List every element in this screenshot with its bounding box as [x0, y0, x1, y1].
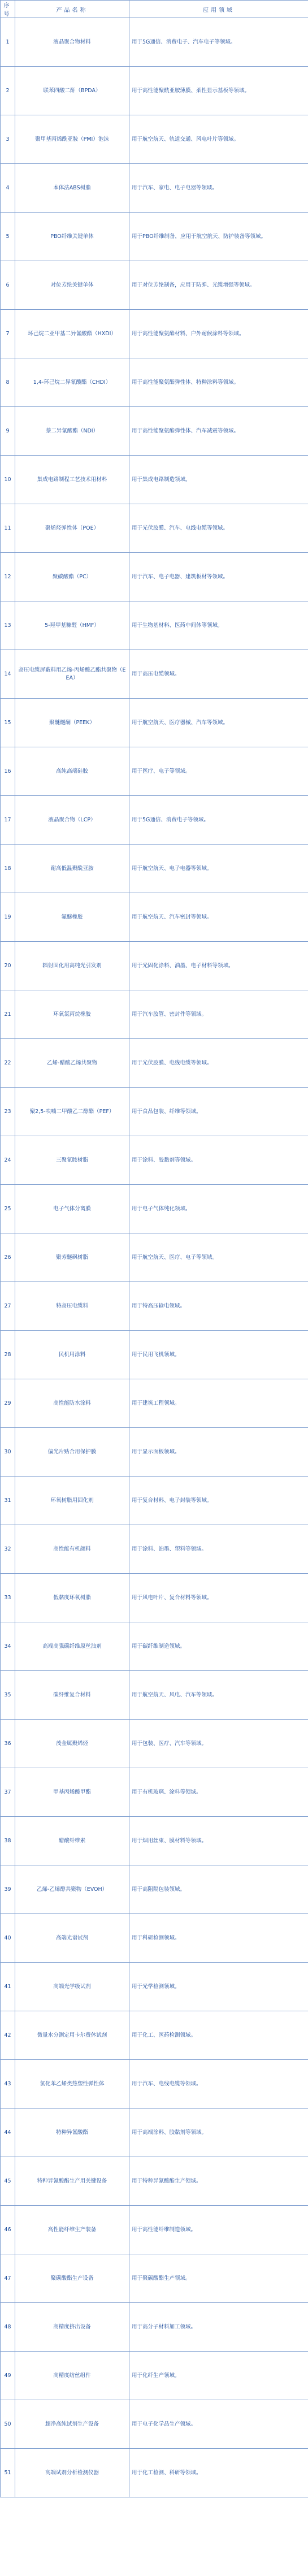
row-number: 15: [1, 699, 15, 747]
product-name: 液晶聚合物（LCP）: [15, 796, 129, 845]
product-name: 高端试剂分析检测仪器: [15, 2449, 129, 2497]
application-field: 用于高性能聚氨酯材料、户外耐候涂料等领域。: [129, 310, 308, 358]
application-field: 用于航空航天、风电、汽车等领域。: [129, 1671, 308, 1720]
table-row: [1, 2206, 308, 2254]
application-field: 用于特高压输电领域。: [129, 1282, 308, 1331]
header-seq: 序号: [1, 1, 15, 18]
product-name: 氯化苯乙烯类热塑性弹性体: [15, 2060, 129, 2109]
application-field: 用于光学检测领域。: [129, 1963, 308, 2011]
table-row: [1, 1768, 308, 1817]
product-name: 乙烯-乙烯醇共聚物（EVOH）: [15, 1865, 129, 1914]
row-number: 9: [1, 407, 15, 456]
application-field: 用于高性能聚氨酯弹性体、特种涂料等领域。: [129, 358, 308, 407]
application-field: 用于烟用丝束、膜材料等领域。: [129, 1817, 308, 1865]
row-number: 2: [1, 67, 15, 115]
table-row: [1, 115, 308, 164]
application-field: 用于高分子材料加工领域。: [129, 2303, 308, 2352]
row-number: 34: [1, 1622, 15, 1671]
table-row: [1, 407, 308, 456]
product-name: 1,4-环己烷二异氰酸酯（CHDI）: [15, 358, 129, 407]
product-name: 聚甲基丙烯酰亚胺（PMI）泡沫: [15, 115, 129, 164]
product-name: 对位芳纶关键单体: [15, 261, 129, 310]
application-field: 用于航空航天、电子电器等领域。: [129, 845, 308, 893]
product-name: 高端光谱试剂: [15, 1914, 129, 1963]
application-field: 用于复合材料、电子封装等领域。: [129, 1477, 308, 1525]
row-number: 28: [1, 1331, 15, 1379]
product-name: 高性能有机颜料: [15, 1525, 129, 1574]
row-number: 31: [1, 1477, 15, 1525]
application-field: 用于民用飞机领域。: [129, 1331, 308, 1379]
row-number: 44: [1, 2109, 15, 2157]
table-row: [1, 1233, 308, 1282]
product-name: 高端光学级试剂: [15, 1963, 129, 2011]
product-name: 辐射固化用高纯光引发剂: [15, 942, 129, 990]
row-number: 38: [1, 1817, 15, 1865]
row-number: 50: [1, 2400, 15, 2449]
product-name: 环己烷二亚甲基二异氰酸酯（HXDI）: [15, 310, 129, 358]
table-row: [1, 601, 308, 650]
row-number: 40: [1, 1914, 15, 1963]
table-row: [1, 2400, 308, 2449]
product-name: 聚芳醚砜树脂: [15, 1233, 129, 1282]
row-number: 5: [1, 213, 15, 261]
product-name: 碳纤维复合材料: [15, 1671, 129, 1720]
table-row: [1, 2352, 308, 2400]
table-row: [1, 1136, 308, 1185]
application-field: 用于高压电缆领域。: [129, 650, 308, 699]
row-number: 36: [1, 1720, 15, 1768]
table-row: [1, 2109, 308, 2157]
application-field: 用于对位芳纶制备，应用于防弹、光缆增强等领域。: [129, 261, 308, 310]
product-name: 耐高低温聚酰亚胺: [15, 845, 129, 893]
product-name: 电子气体分离膜: [15, 1185, 129, 1233]
application-field: 用于食品包装、纤维等领域。: [129, 1088, 308, 1136]
application-field: 用于光伏胶膜、汽车、电线电缆等领域。: [129, 504, 308, 553]
product-name: 偏光片贴合用保护膜: [15, 1428, 129, 1477]
row-number: 39: [1, 1865, 15, 1914]
header-application: 应用领域: [129, 1, 308, 18]
product-name: 超净高纯试剂生产设备: [15, 2400, 129, 2449]
product-name: 高性能纤维生产装备: [15, 2206, 129, 2254]
product-name: 醋酸纤维素: [15, 1817, 129, 1865]
table-row: [1, 213, 308, 261]
application-field: 用于风电叶片、复合材料等领域。: [129, 1574, 308, 1622]
application-field: 用于科研检测领域。: [129, 1914, 308, 1963]
application-field: 用于建筑工程领域。: [129, 1379, 308, 1428]
product-name: 高端高强碳纤维原丝油剂: [15, 1622, 129, 1671]
product-name: 高纯高端硅胶: [15, 747, 129, 796]
product-name: 高精度挤出设备: [15, 2303, 129, 2352]
table-row: [1, 1282, 308, 1331]
row-number: 42: [1, 2011, 15, 2060]
table-row: [1, 2303, 308, 2352]
product-name: 特高压电缆料: [15, 1282, 129, 1331]
table-row: [1, 67, 308, 115]
table-row: [1, 990, 308, 1039]
product-name: 本体法ABS树脂: [15, 164, 129, 213]
application-field: 用于聚碳酸酯生产领域。: [129, 2254, 308, 2303]
application-field: 用于有机玻璃、涂料等领域。: [129, 1768, 308, 1817]
application-field: 用于高性能聚氨酯弹性体、汽车减震等领域。: [129, 407, 308, 456]
table-header-row: [1, 1, 308, 18]
table-row: [1, 1671, 308, 1720]
row-number: 27: [1, 1282, 15, 1331]
row-number: 8: [1, 358, 15, 407]
product-name: 民机用涂料: [15, 1331, 129, 1379]
application-field: 用于电子化学品生产领域。: [129, 2400, 308, 2449]
row-number: 20: [1, 942, 15, 990]
table-row: [1, 1720, 308, 1768]
row-number: 17: [1, 796, 15, 845]
product-name: PBO纤维关键单体: [15, 213, 129, 261]
product-name: 甲基丙烯酸甲酯: [15, 1768, 129, 1817]
row-number: 37: [1, 1768, 15, 1817]
table-row: [1, 310, 308, 358]
application-field: 用于5G通信、消费电子、汽车电子等领域。: [129, 18, 308, 67]
row-number: 49: [1, 2352, 15, 2400]
product-name: 环氧树脂用固化剂: [15, 1477, 129, 1525]
application-field: 用于化纤生产领域。: [129, 2352, 308, 2400]
table-row: [1, 1963, 308, 2011]
application-field: 用于特种异氰酸酯生产领域。: [129, 2157, 308, 2206]
product-name: 聚碳酸酯（PC）: [15, 553, 129, 601]
table-row: [1, 1039, 308, 1088]
table-row: [1, 2254, 308, 2303]
table-row: [1, 942, 308, 990]
application-field: 用于高阻隔包装领域。: [129, 1865, 308, 1914]
table-row: [1, 18, 308, 67]
table-row: [1, 747, 308, 796]
row-number: 41: [1, 1963, 15, 2011]
application-field: 用于集成电路制造领域。: [129, 456, 308, 504]
header-product-name: 产品名称: [15, 1, 129, 18]
row-number: 35: [1, 1671, 15, 1720]
row-number: 6: [1, 261, 15, 310]
application-field: 用于医疗、电子等领域。: [129, 747, 308, 796]
table-row: [1, 2157, 308, 2206]
row-number: 10: [1, 456, 15, 504]
row-number: 1: [1, 18, 15, 67]
table-body: [1, 18, 308, 2497]
table-row: [1, 456, 308, 504]
table-row: [1, 893, 308, 942]
row-number: 30: [1, 1428, 15, 1477]
product-name: 5-羟甲基糠醛（HMF）: [15, 601, 129, 650]
row-number: 19: [1, 893, 15, 942]
application-field: 用于涂料、胶黏剂等领域。: [129, 1136, 308, 1185]
table-row: [1, 504, 308, 553]
table-row: [1, 699, 308, 747]
table-row: [1, 2060, 308, 2109]
table-row: [1, 1525, 308, 1574]
application-field: 用于高性能纤维制造领域。: [129, 2206, 308, 2254]
row-number: 46: [1, 2206, 15, 2254]
row-number: 18: [1, 845, 15, 893]
table-row: [1, 1088, 308, 1136]
application-field: 用于光伏胶膜、电线电缆等领域。: [129, 1039, 308, 1088]
application-field: 用于高端涂料、胶黏剂等领域。: [129, 2109, 308, 2157]
product-name: 低黏度环氧树脂: [15, 1574, 129, 1622]
product-name: 聚烯烃弹性体（POE）: [15, 504, 129, 553]
row-number: 16: [1, 747, 15, 796]
application-field: 用于高性能聚酰亚胺薄膜、柔性显示基板等领域。: [129, 67, 308, 115]
table-row: [1, 1865, 308, 1914]
product-name: 微量水分测定用卡尔费休试剂: [15, 2011, 129, 2060]
application-field: 用于PBO纤维制备，应用于航空航天、防护装备等领域。: [129, 213, 308, 261]
product-name: 特种异氰酸酯: [15, 2109, 129, 2157]
product-name: 高精度纺丝组件: [15, 2352, 129, 2400]
table-row: [1, 553, 308, 601]
row-number: 7: [1, 310, 15, 358]
row-number: 3: [1, 115, 15, 164]
product-name: 高性能防水涂料: [15, 1379, 129, 1428]
application-field: 用于显示面板领域。: [129, 1428, 308, 1477]
application-field: 用于包装、医疗、汽车等领域。: [129, 1720, 308, 1768]
product-name: 高压电缆屏蔽料用乙烯-丙烯酸乙酯共聚物（EEA）: [15, 650, 129, 699]
row-number: 23: [1, 1088, 15, 1136]
table-row: [1, 1914, 308, 1963]
table-row: [1, 1428, 308, 1477]
row-number: 13: [1, 601, 15, 650]
product-name: 聚碳酸酯生产设备: [15, 2254, 129, 2303]
application-field: 用于航空航天、轨道交通、风电叶片等领域。: [129, 115, 308, 164]
application-field: 用于光固化涂料、油墨、电子材料等领域。: [129, 942, 308, 990]
product-name: 联苯四酸二酐（BPDA）: [15, 67, 129, 115]
table-row: [1, 845, 308, 893]
application-field: 用于涂料、油墨、塑料等领域。: [129, 1525, 308, 1574]
row-number: 25: [1, 1185, 15, 1233]
row-number: 4: [1, 164, 15, 213]
application-field: 用于化工、医药检测领域。: [129, 2011, 308, 2060]
product-name: 萘二异氰酸酯（NDI）: [15, 407, 129, 456]
table-row: [1, 650, 308, 699]
application-field: 用于电子气体纯化领域。: [129, 1185, 308, 1233]
row-number: 43: [1, 2060, 15, 2109]
table-row: [1, 2011, 308, 2060]
product-name: 茂金属聚烯烃: [15, 1720, 129, 1768]
row-number: 32: [1, 1525, 15, 1574]
application-field: 用于航空航天、医疗、电子等领域。: [129, 1233, 308, 1282]
application-field: 用于5G通信、消费电子等领域。: [129, 796, 308, 845]
application-field: 用于汽车胶管、密封件等领域。: [129, 990, 308, 1039]
row-number: 45: [1, 2157, 15, 2206]
table-row: [1, 261, 308, 310]
row-number: 21: [1, 990, 15, 1039]
application-field: 用于汽车、电线电缆等领域。: [129, 2060, 308, 2109]
table-row: [1, 1574, 308, 1622]
application-field: 用于生物基材料、医药中间体等领域。: [129, 601, 308, 650]
application-field: 用于碳纤维制造领域。: [129, 1622, 308, 1671]
row-number: 48: [1, 2303, 15, 2352]
product-name: 集成电路制程工艺技术用材料: [15, 456, 129, 504]
table-row: [1, 164, 308, 213]
table-row: [1, 1185, 308, 1233]
application-field: 用于航空航天、汽车密封等领域。: [129, 893, 308, 942]
application-field: 用于汽车、电子电器、建筑板材等领域。: [129, 553, 308, 601]
table-row: [1, 358, 308, 407]
row-number: 29: [1, 1379, 15, 1428]
table-row: [1, 2449, 308, 2497]
row-number: 22: [1, 1039, 15, 1088]
product-name: 聚2,5-呋喃二甲酸乙二醇酯（PEF）: [15, 1088, 129, 1136]
application-field: 用于化工检测、科研等领域。: [129, 2449, 308, 2497]
table-row: [1, 796, 308, 845]
row-number: 26: [1, 1233, 15, 1282]
table-row: [1, 1331, 308, 1379]
table-row: [1, 1477, 308, 1525]
product-name: 氟醚橡胶: [15, 893, 129, 942]
row-number: 33: [1, 1574, 15, 1622]
table-row: [1, 1622, 308, 1671]
product-name: 环氧氯丙烷橡胶: [15, 990, 129, 1039]
product-name: 特种异氰酸酯生产用关键设备: [15, 2157, 129, 2206]
application-field: 用于航空航天、医疗器械、汽车等领域。: [129, 699, 308, 747]
row-number: 14: [1, 650, 15, 699]
row-number: 47: [1, 2254, 15, 2303]
row-number: 51: [1, 2449, 15, 2497]
table-row: [1, 1379, 308, 1428]
row-number: 24: [1, 1136, 15, 1185]
table-row: [1, 1817, 308, 1865]
product-name: 三聚氰胺树脂: [15, 1136, 129, 1185]
product-name: 液晶聚合物材料: [15, 18, 129, 67]
product-name: 乙烯-醋酸乙烯共聚物: [15, 1039, 129, 1088]
product-name: 聚醚醚酮（PEEK）: [15, 699, 129, 747]
row-number: 12: [1, 553, 15, 601]
row-number: 11: [1, 504, 15, 553]
application-field: 用于汽车、家电、电子电器等领域。: [129, 164, 308, 213]
